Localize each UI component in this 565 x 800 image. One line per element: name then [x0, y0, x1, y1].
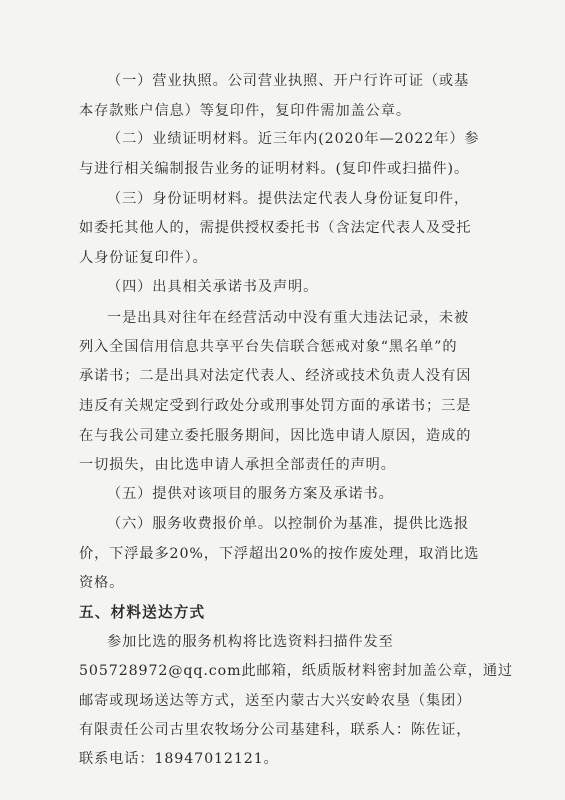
identity-proof-line-1: （三）身份证明材料。提供法定代表人身份证复印件， — [107, 191, 470, 207]
commitment-text-line-6: 一切损失，由比选申请人承担全部责任的声明。 — [79, 457, 396, 473]
delivery-line-2: 505728972@qq.com此邮箱，纸质版材料密封加盖公章，通过 — [79, 663, 514, 679]
commitment-text-line-3: 承诺书；二是出具对法定代表人、经济或技术负责人没有因 — [79, 368, 472, 384]
fee-quote-line-3: 资格。 — [79, 575, 125, 591]
identity-proof-line-3: 人身份证复印件）。 — [79, 250, 208, 266]
fee-quote-line-2: 价，下浮最多20%，下浮超出20%的按作废处理，取消比选 — [79, 546, 480, 562]
commitment-text-line-5: 在与我公司建立委托服务期间，因比选申请人原因，造成的 — [79, 428, 472, 444]
commitment-heading: （四）出具相关承诺书及声明。 — [107, 279, 319, 295]
delivery-line-4: 有限责任公司古里农牧场分公司基建科，联系人：陈佐证， — [79, 722, 472, 738]
fee-quote-line-1: （六）服务收费报价单。以控制价为基准，提供比选报 — [107, 516, 470, 532]
delivery-line-1: 参加比选的服务机构将比选资料扫描件发至 — [107, 634, 394, 650]
commitment-text-line-4: 违反有关规定受到行政处分或刑事处罚方面的承诺书；三是 — [79, 398, 472, 414]
section-5-title: 五、材料送达方式 — [79, 604, 206, 621]
delivery-line-3: 邮寄或现场送达等方式，送至内蒙古大兴安岭农垦（集团） — [79, 693, 472, 709]
commitment-text-line-2: 列入全国信用信息共享平台失信联合惩戒对象“黑名单”的 — [79, 339, 458, 355]
delivery-line-5: 联系电话：18947012121。 — [79, 751, 279, 767]
business-license-line-1: （一）营业执照。公司营业执照、开户行许可证（或基 — [107, 73, 470, 89]
performance-proof-line-1: （二）业绩证明材料。近三年内(2020年—2022年）参 — [107, 131, 480, 147]
business-license-line-2: 本存款账户信息）等复印件，复印件需加盖公章。 — [79, 103, 411, 119]
performance-proof-line-2: 与进行相关编制报告业务的证明材料。(复印件或扫描件)。 — [79, 161, 470, 177]
identity-proof-line-2: 如委托其他人的，需提供授权委托书（含法定代表人及受托 — [79, 220, 472, 236]
service-plan-line: （五）提供对该项目的服务方案及承诺书。 — [107, 486, 394, 502]
commitment-text-line-1: 一是出具对往年在经营活动中没有重大违法记录，未被 — [107, 310, 470, 326]
